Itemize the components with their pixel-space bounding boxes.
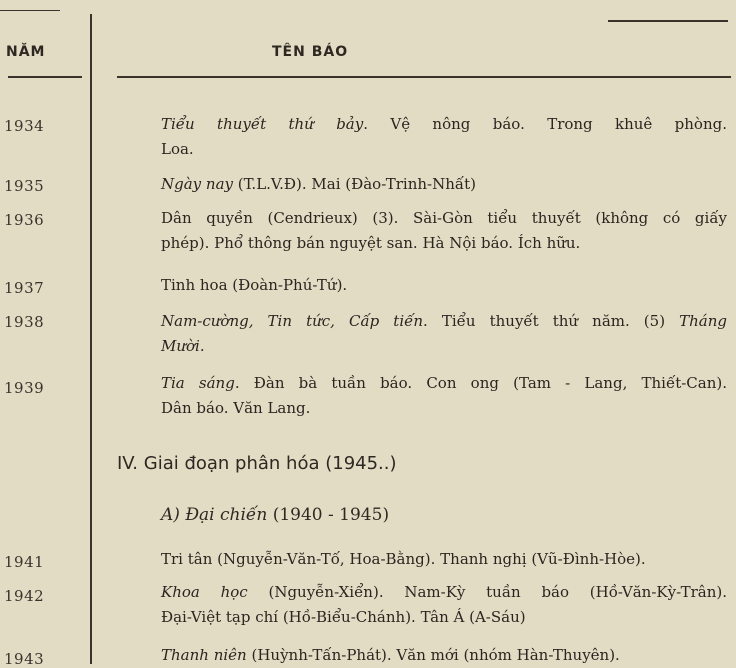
entry-line	[161, 547, 727, 572]
section-subheading	[161, 505, 389, 525]
entry-line	[161, 580, 727, 605]
subheading-years: (1940 - 1945)	[267, 505, 390, 525]
entry-line	[161, 137, 727, 162]
year-label: 1935	[4, 177, 45, 195]
entry-line	[161, 334, 727, 359]
entry-line	[161, 605, 727, 630]
title-column-header: TÊN BÁO	[272, 44, 349, 60]
newspaper-entry	[161, 172, 727, 197]
year-header-underline	[8, 76, 82, 78]
entry-text: . Đàn bà tuần báo. Con ong (Tam - Lang, Thiết-Can).	[234, 374, 727, 392]
entry-line	[161, 273, 727, 298]
italic-title-text: Mười.	[161, 337, 205, 355]
entry-line	[161, 309, 727, 334]
entry-text: phép). Phổ thông bán nguyệt san. Hà Nội báo. Ích hữu.	[161, 234, 581, 252]
entry-line	[161, 206, 727, 231]
italic-title-text: Khoa học	[161, 583, 248, 601]
entry-line	[161, 172, 727, 197]
italic-title-text: Tiểu thuyết thứ bảy	[161, 115, 364, 133]
entry-line	[161, 112, 727, 137]
top-rule-right	[608, 20, 728, 22]
italic-title-text: Tia sáng	[161, 374, 235, 392]
entry-line	[161, 643, 727, 668]
year-label: 1939	[4, 379, 45, 397]
year-label: 1942	[4, 587, 45, 605]
entry-line	[161, 231, 727, 256]
entry-text: Tri tân (Nguyễn-Văn-Tố, Hoa-Bằng). Thanh nghị (Vũ-Đình-Hòe).	[161, 550, 646, 568]
italic-title-text: Thanh niên	[161, 646, 247, 664]
entry-text: (Nguyễn-Xiển). Nam-Kỳ tuần báo (Hồ-Văn-Kỳ-Trân).	[247, 583, 728, 601]
year-label: 1934	[4, 117, 45, 135]
year-column-header: NĂM	[6, 44, 46, 60]
newspaper-entry	[161, 273, 727, 298]
entry-line	[161, 371, 727, 396]
year-label: 1937	[4, 279, 45, 297]
newspaper-entry	[161, 206, 727, 256]
year-label: 1936	[4, 211, 45, 229]
title-header-underline	[117, 76, 731, 78]
entry-text: Dân báo. Văn Lang.	[161, 399, 311, 417]
year-label: 1943	[4, 650, 45, 668]
entry-text: Dân quyền (Cendrieux) (3). Sài-Gòn tiểu thuyết (không có giấy	[161, 209, 727, 227]
subheading-title: A) Đại chiến	[161, 505, 268, 525]
entry-text: Loa.	[161, 140, 194, 158]
entry-text: (T.L.V.Đ). Mai (Đào-Trinh-Nhất)	[233, 175, 476, 193]
entry-text: Tinh hoa (Đoàn-Phú-Tứ).	[161, 276, 348, 294]
italic-title-text: Tháng	[679, 312, 727, 330]
entry-line	[161, 396, 727, 421]
entry-text: . Tiểu thuyết thứ năm. (5)	[423, 312, 680, 330]
italic-title-text: Ngày nay	[161, 175, 233, 193]
entry-text: Đại-Việt tạp chí (Hồ-Biểu-Chánh). Tân Á (A-Sáu)	[161, 608, 526, 626]
newspaper-entry	[161, 371, 727, 421]
entry-text: . Vệ nông báo. Trong khuê phòng.	[363, 115, 727, 133]
italic-title-text: Nam-cường, Tin tức, Cấp tiến	[161, 312, 424, 330]
newspaper-entry	[161, 112, 727, 162]
newspaper-entry	[161, 643, 727, 668]
newspaper-entry	[161, 580, 727, 630]
newspaper-entry	[161, 547, 727, 572]
year-label: 1941	[4, 553, 45, 571]
column-divider	[90, 14, 92, 664]
section-heading: IV. Giai đoạn phân hóa (1945..)	[117, 453, 397, 474]
top-rule-left	[0, 10, 60, 11]
year-label: 1938	[4, 313, 45, 331]
newspaper-entry	[161, 309, 727, 359]
entry-text: (Huỳnh-Tấn-Phát). Văn mới (nhóm Hàn-Thuyên).	[246, 646, 620, 664]
